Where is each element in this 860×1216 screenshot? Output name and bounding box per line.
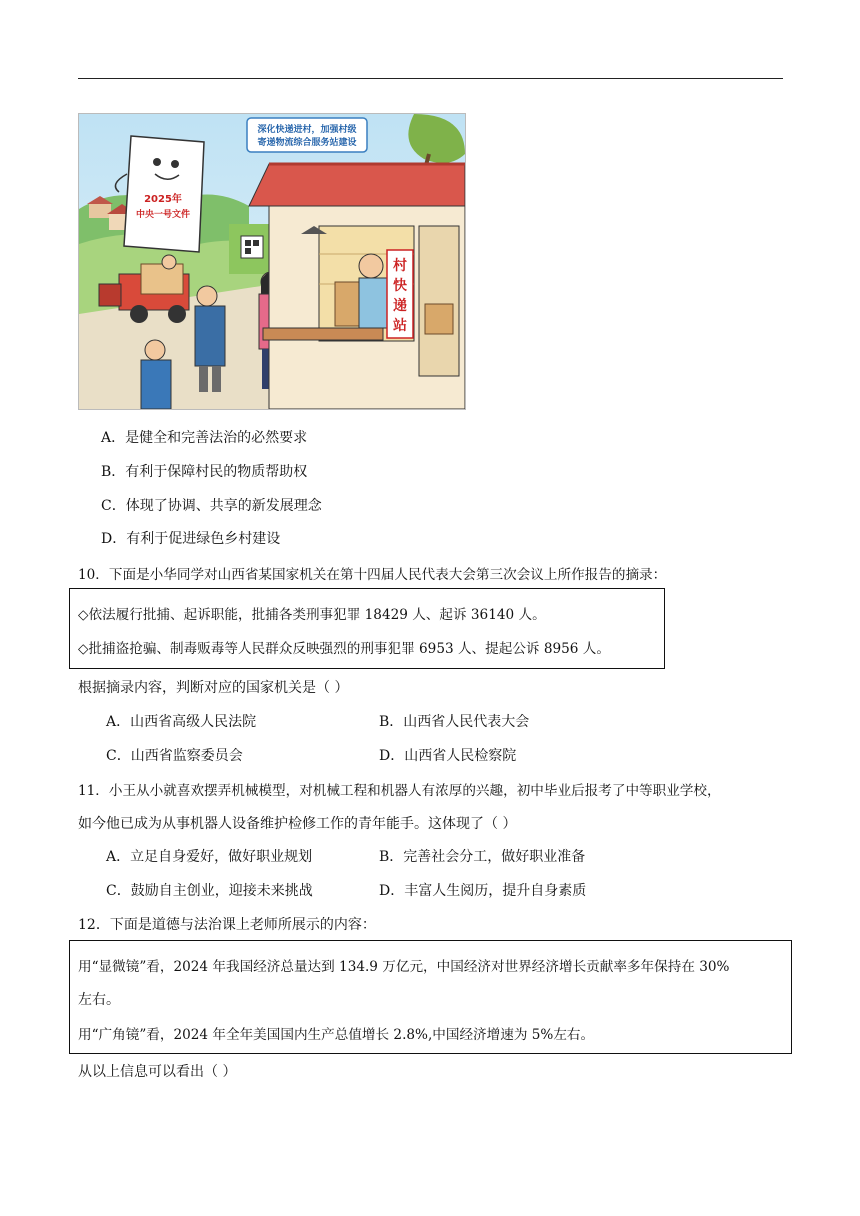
station-sign-char: 递 [393,298,407,314]
station-sign-char: 村 [393,258,407,274]
q10-option-d: D．山西省人民检察院 [379,748,517,764]
station-clerk [359,254,383,278]
q10-option-c: C．山西省监察委员会 [106,748,243,764]
cartoon-scene [79,114,465,409]
q10-question: 根据摘录内容，判断对应的国家机关是（ ） [78,680,349,696]
doc-title: 中央一号文件 [135,210,191,220]
banner-line-2: 寄递物流综合服务站建设 [257,138,357,148]
q9-option-c: C．体现了协调、共享的新发展理念 [101,498,322,514]
q12-content-box [69,940,792,1054]
q10-stem: 10．下面是小华同学对山西省某国家机关在第十四届人民代表大会第三次会议上所作报告的摘录： [78,567,667,583]
q11-option-b: B．完善社会分工，做好职业准备 [379,849,586,865]
q11-stem-line-2: 如今他已成为从事机器人设备维护检修工作的青年能手。这体现了（ ） [78,816,517,832]
q11-option-d: D．丰富人生阅历，提升自身素质 [379,883,587,899]
villager-young [145,340,165,360]
q9-option-b: B．有利于保障村民的物质帮助权 [101,464,308,480]
q9-option-a: A．是健全和完善法治的必然要求 [101,430,308,446]
q9-option-d: D．有利于促进绿色乡村建设 [101,531,281,547]
header-rule [78,78,783,79]
counter-shelf [263,328,383,340]
q11-stem-line-1: 11．小王从小就喜欢摆弄机械模型，对机械工程和机器人有浓厚的兴趣，初中毕业后报考了中等职业学校， [78,783,721,799]
q11-option-a: A．立足自身爱好，做好职业规划 [106,849,313,865]
q10-excerpt-line-2: ◇批捕盗抢骗、制毒贩毒等人民群众反映强烈的刑事犯罪 6953 人、提起公诉 8956 人。 [78,641,610,657]
q10-option-a: A．山西省高级人民法院 [106,714,257,730]
q12-stem: 12．下面是道德与法治课上老师所展示的内容： [78,917,376,933]
station-roof [249,164,465,206]
q10-option-b: B．山西省人民代表大会 [379,714,530,730]
q12-content-line-2: 左右。 [78,992,120,1008]
q12-question: 从以上信息可以看出（ ） [78,1064,237,1080]
villager-elder [197,286,217,306]
q12-content-line-3: 用“广角镜”看，2024 年全年美国国内生产总值增长 2.8%,中国经济增速为 5%左右。 [78,1027,595,1043]
q10-excerpt-box [69,588,665,669]
q11-option-c: C．鼓励自主创业，迎接未来挑战 [106,883,313,899]
banner-line-1: 深化快递进村，加强村级 [257,125,357,135]
q10-excerpt-line-1: ◇依法履行批捕、起诉职能，批捕各类刑事犯罪 18429 人、起诉 36140 人。 [78,607,546,623]
station-sign-char: 快 [393,278,407,294]
qr-code [241,236,263,258]
doc-year: 2025年 [144,194,182,205]
station-sign-char: 站 [393,318,407,334]
cartoon-illustration [78,113,466,410]
q12-content-line-1: 用“显微镜”看，2024 年我国经济总量达到 134.9 万亿元，中国经济对世界经济增长贡献率多年保持在 30% [78,959,730,975]
